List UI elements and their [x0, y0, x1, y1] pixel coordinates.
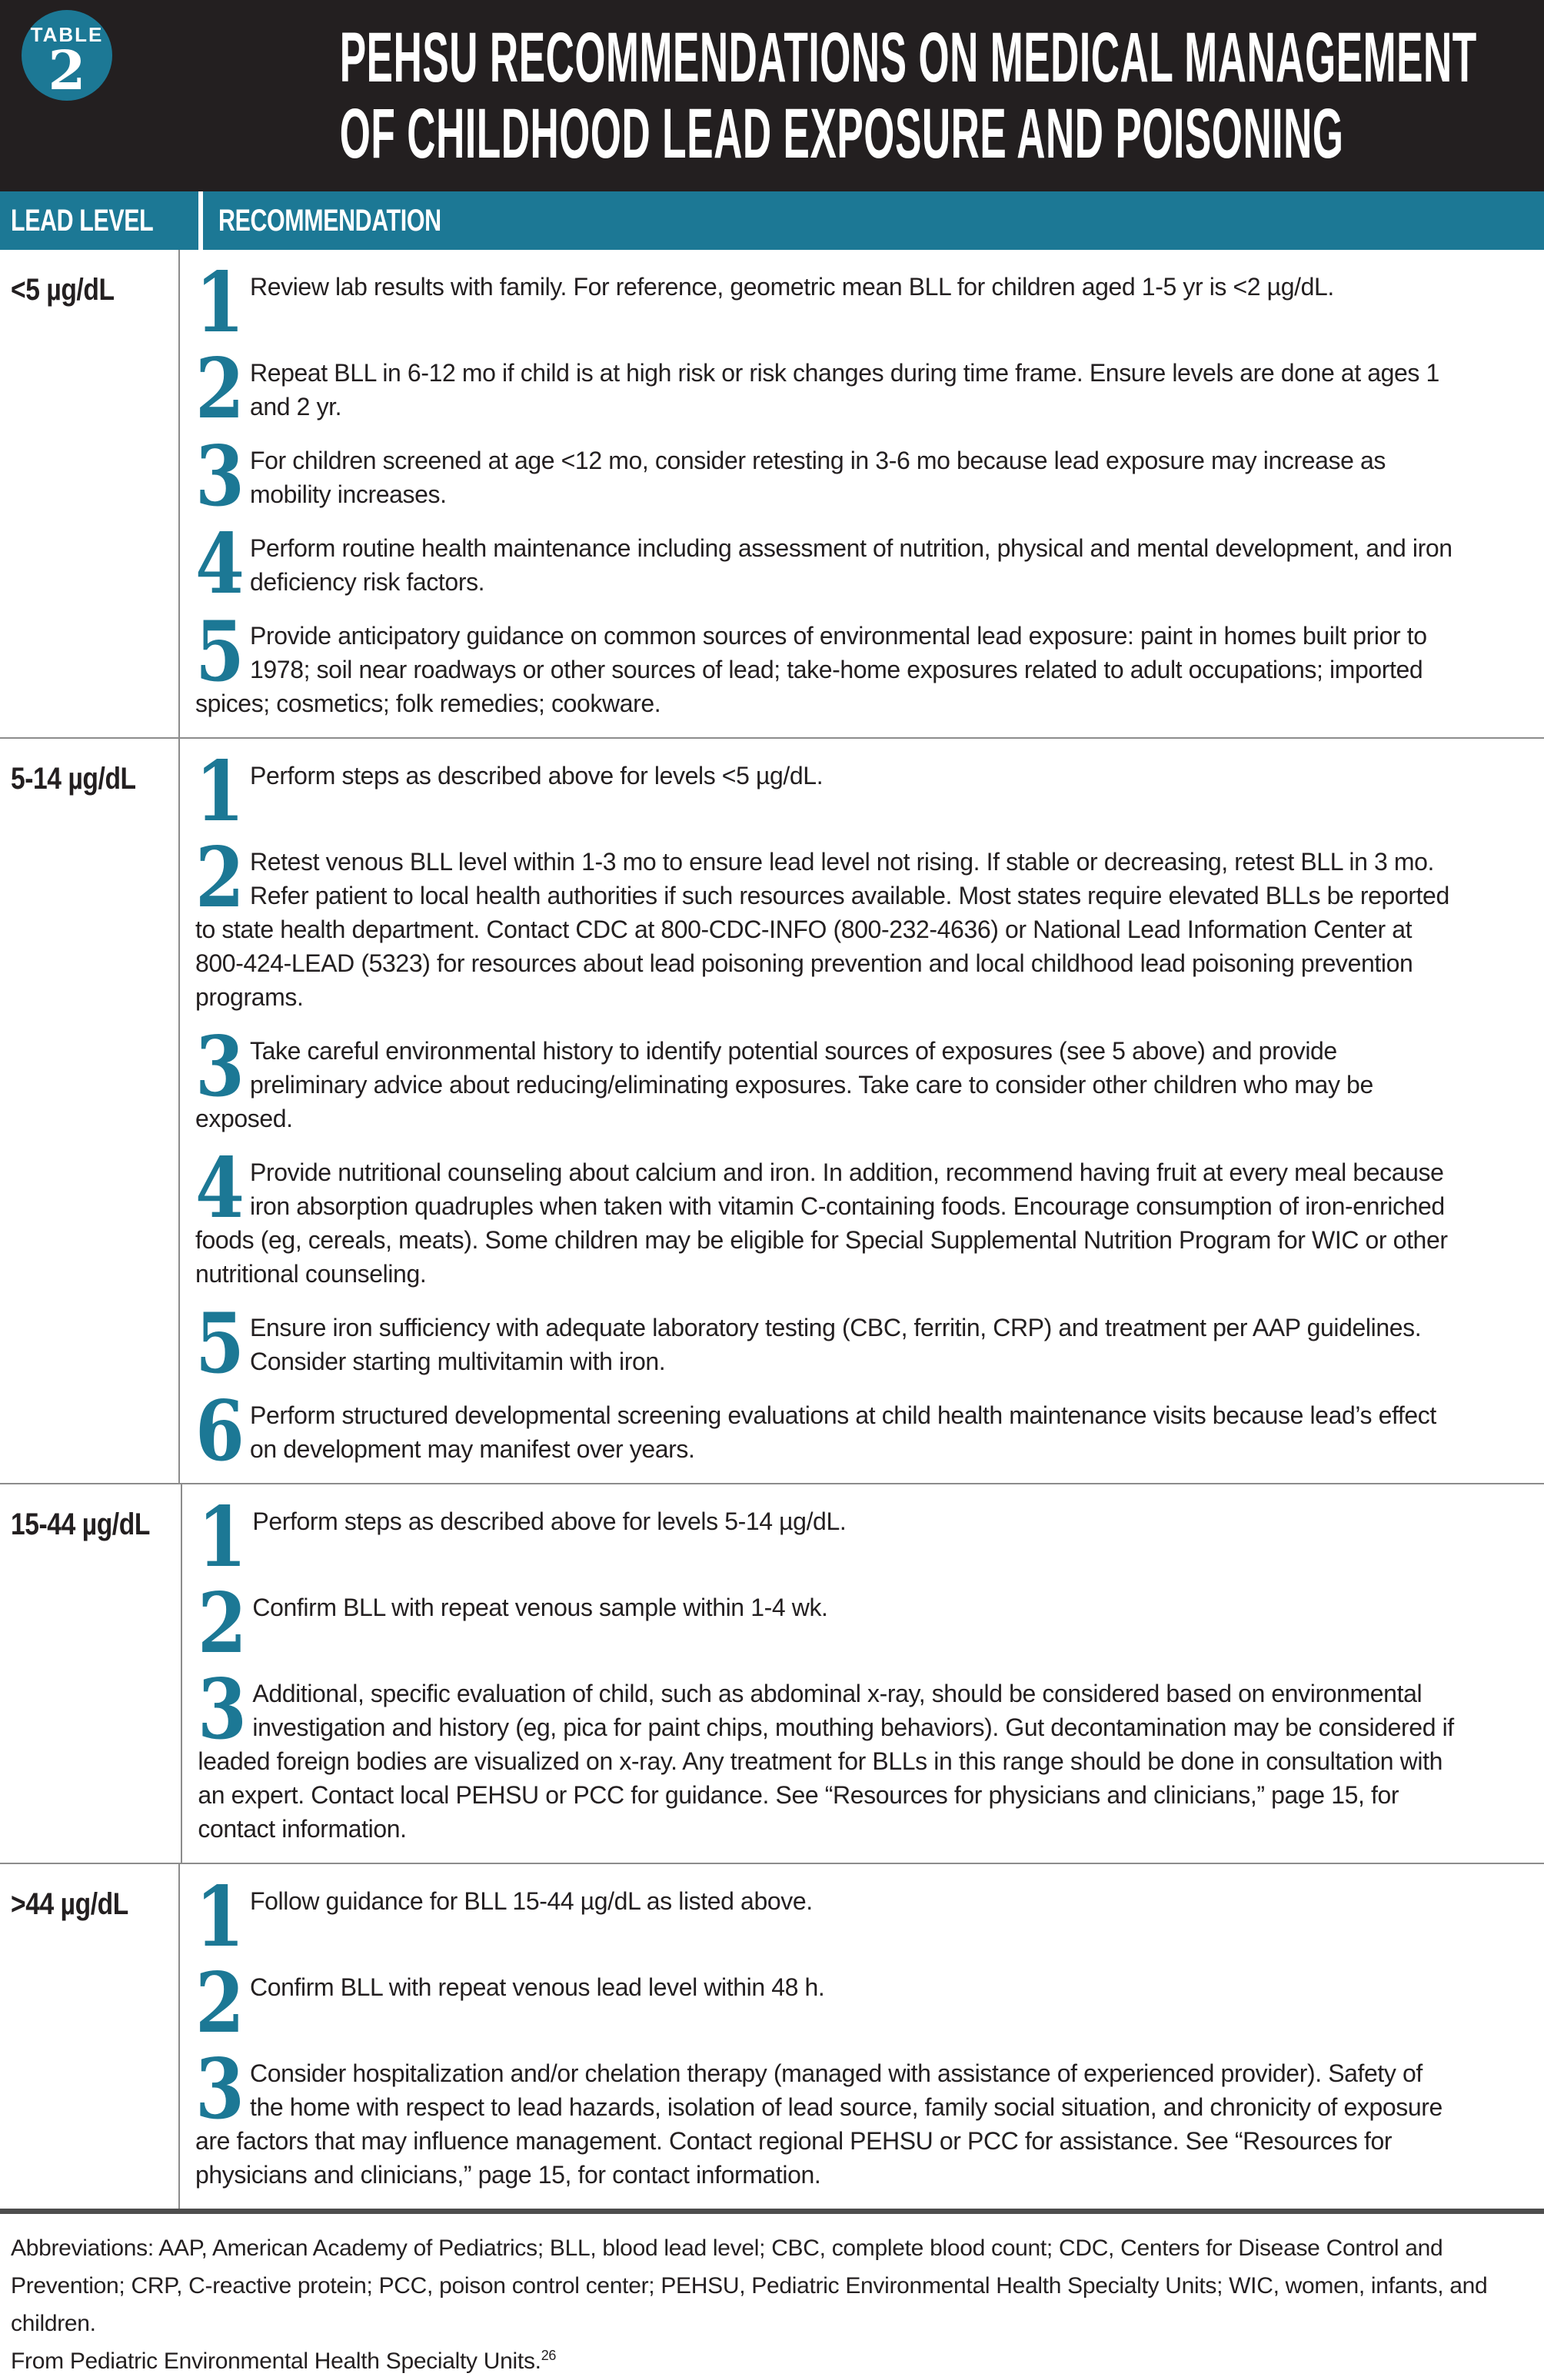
item-text: Perform structured developmental screening evaluations at child health maintenance visits because lead’s effect on development may manifest over years.	[250, 1401, 1436, 1463]
item-text: Review lab results with family. For reference, geometric mean BLL for children aged 1-5 yr is <2 µg/dL.	[250, 273, 1334, 301]
lead-level-cell	[0, 1484, 182, 1863]
badge-number: 2	[48, 38, 86, 102]
item-number: 5	[195, 1295, 245, 1392]
source-reference-number: 26	[541, 2348, 557, 2363]
recommendation-item	[195, 341, 1458, 437]
item-number: 4	[195, 1140, 245, 1237]
item-text: Perform steps as described above for levels <5 µg/dL.	[250, 762, 824, 789]
item-number: 3	[195, 1019, 245, 1115]
table-title	[339, 18, 1477, 173]
item-text: Perform steps as described above for levels 5-14 µg/dL.	[252, 1507, 847, 1535]
recommendation-item	[195, 1383, 1458, 1480]
column-header-row	[0, 191, 1544, 250]
source-text: From Pediatric Environmental Health Specialty Units.	[11, 2348, 541, 2374]
recommendation-item	[195, 603, 1458, 720]
table-title-line-2: OF CHILDHOOD LEAD EXPOSURE AND POISONING	[339, 95, 1344, 173]
table-row	[0, 1483, 1544, 1863]
recommendation-item	[198, 1489, 1458, 1586]
table-row	[0, 737, 1544, 1483]
recommendation-item	[195, 254, 1458, 351]
recommendation-item	[195, 1140, 1458, 1291]
lead-level-header-cell	[0, 191, 203, 250]
recommendation-item	[198, 1661, 1458, 1846]
recommendation-item	[195, 428, 1458, 525]
item-text: Perform routine health maintenance including assessment of nutrition, physical and mental development, and iron deficiency risk factors.	[250, 534, 1452, 596]
item-text: Take careful environmental history to identify potential sources of exposures (see 5 above) and provide preliminary advice about reducing/eliminating exposures. Take care to consider other children who may be exposed.	[195, 1037, 1373, 1132]
lead-level-cell	[0, 250, 180, 737]
table-row	[0, 1863, 1544, 2209]
recommendation-cell	[180, 739, 1544, 1483]
item-number: 2	[195, 1955, 245, 2052]
item-number: 1	[195, 743, 245, 840]
item-text: Retest venous BLL level within 1-3 mo to ensure lead level not rising. If stable or decreasing, retest BLL in 3 mo. Refer patient to local health authorities if such resources available. Most states require elevated BLLs be reported to state health department. Contact CDC at 800-CDC-INFO (800-232-4636) or National Lead Information Center at 800-424-LEAD (5323) for resources about lead poisoning prevention and local childhood lead poisoning prevention programs.	[195, 848, 1449, 1011]
source-note	[11, 2342, 1529, 2380]
item-text: Repeat BLL in 6-12 mo if child is at high risk or risk changes during time frame. Ensure levels are done at ages 1 and 2 yr.	[250, 359, 1439, 420]
table-body	[0, 250, 1544, 2214]
item-number: 1	[195, 1869, 245, 1966]
item-number: 5	[195, 603, 245, 700]
item-text: Confirm BLL with repeat venous sample within 1-4 wk.	[252, 1594, 828, 1621]
item-number: 6	[195, 1383, 245, 1480]
recommendation-cell	[180, 1864, 1544, 2209]
item-text: For children screened at age <12 mo, consider retesting in 3-6 mo because lead exposure may increase as mobility increases.	[250, 447, 1386, 508]
table-header-band	[0, 0, 1544, 191]
recommendation-item	[195, 829, 1458, 1014]
item-number: 2	[195, 829, 245, 926]
lead-level-value: 5-14 µg/dL	[11, 762, 136, 796]
recommendation-header-cell	[203, 191, 1544, 250]
table-row	[0, 250, 1544, 737]
lead-level-value: >44 µg/dL	[11, 1887, 128, 1921]
item-number: 3	[195, 428, 245, 525]
item-number: 2	[195, 341, 245, 437]
item-text: Additional, specific evaluation of child, such as abdominal x-ray, should be considered based on environmental investigation and history (eg, pica for paint chips, mouthing behaviors). Gut decontamination may be considered if leaded foreign bodies are visualized on x-ray. Any treatment for BLLs in this range should be done in consultation with an expert. Contact local PEHSU or PCC for guidance. See “Resources for physicians and clinicians,” page 15, for contact information.	[198, 1680, 1454, 1843]
recommendation-item	[195, 1955, 1458, 2052]
table-title-line-1: PEHSU RECOMMENDATIONS ON MEDICAL MANAGEMENT	[339, 18, 1477, 97]
lead-level-value: 15-44 µg/dL	[11, 1507, 150, 1541]
recommendation-item	[195, 743, 1458, 840]
item-number: 1	[198, 1489, 247, 1586]
recommendation-item	[195, 516, 1458, 613]
recommendation-header-label: RECOMMENDATION	[218, 203, 441, 238]
recommendation-item	[198, 1575, 1458, 1672]
recommendation-item	[195, 1295, 1458, 1392]
item-number: 2	[198, 1575, 247, 1672]
item-number: 3	[198, 1661, 247, 1758]
recommendation-cell	[182, 1484, 1544, 1863]
item-text: Ensure iron sufficiency with adequate laboratory testing (CBC, ferritin, CRP) and treatment per AAP guidelines. Consider starting multivitamin with iron.	[250, 1314, 1422, 1375]
item-text: Follow guidance for BLL 15-44 µg/dL as listed above.	[250, 1887, 813, 1915]
table-footnote	[0, 2214, 1544, 2380]
lead-level-value: <5 µg/dL	[11, 273, 115, 307]
badge-label: TABLE	[30, 23, 104, 46]
item-text: Provide anticipatory guidance on common sources of environmental lead exposure: paint in homes built prior to 1978; soil near roadways or other sources of lead; take-home exposures related to adult occupations; imported spices; cosmetics; folk remedies; cookware.	[195, 622, 1427, 717]
item-text: Consider hospitalization and/or chelation therapy (managed with assistance of experienced provider). Safety of the home with respect to lead hazards, isolation of lead source, family social situation, and chronicity of exposure are factors that may influence management. Contact regional PEHSU or PCC for assistance. See “Resources for physicians and clinicians,” page 15, for contact information.	[195, 2059, 1443, 2189]
recommendation-item	[195, 2041, 1458, 2192]
lead-level-cell	[0, 739, 180, 1483]
recommendation-cell	[180, 250, 1544, 737]
item-text: Provide nutritional counseling about calcium and iron. In addition, recommend having fruit at every meal because iron absorption quadruples when taken with vitamin C-containing foods. Encourage consumption of iron-enriched foods (eg, cereals, meats). Some children may be eligible for Special Supplemental Nutrition Program for WIC or other nutritional counseling.	[195, 1158, 1448, 1288]
recommendation-item	[195, 1869, 1458, 1966]
item-number: 3	[195, 2041, 245, 2138]
item-number: 4	[195, 516, 245, 613]
abbreviations-note: Abbreviations: AAP, American Academy of Pediatrics; BLL, blood lead level; CBC, complete blood count; CDC, Centers for Disease Control and Prevention; CRP, C-reactive protein; PCC, poison control center; PEHSU, Pediatric Environmental Health Specialty Units; WIC, women, infants, and children.	[11, 2235, 1488, 2336]
lead-level-header-label: LEAD LEVEL	[11, 203, 154, 238]
lead-level-cell	[0, 1864, 180, 2209]
table-number-badge	[22, 10, 112, 101]
item-number: 1	[195, 254, 245, 351]
recommendation-item	[195, 1019, 1458, 1135]
item-text: Confirm BLL with repeat venous lead level within 48 h.	[250, 1973, 825, 2001]
